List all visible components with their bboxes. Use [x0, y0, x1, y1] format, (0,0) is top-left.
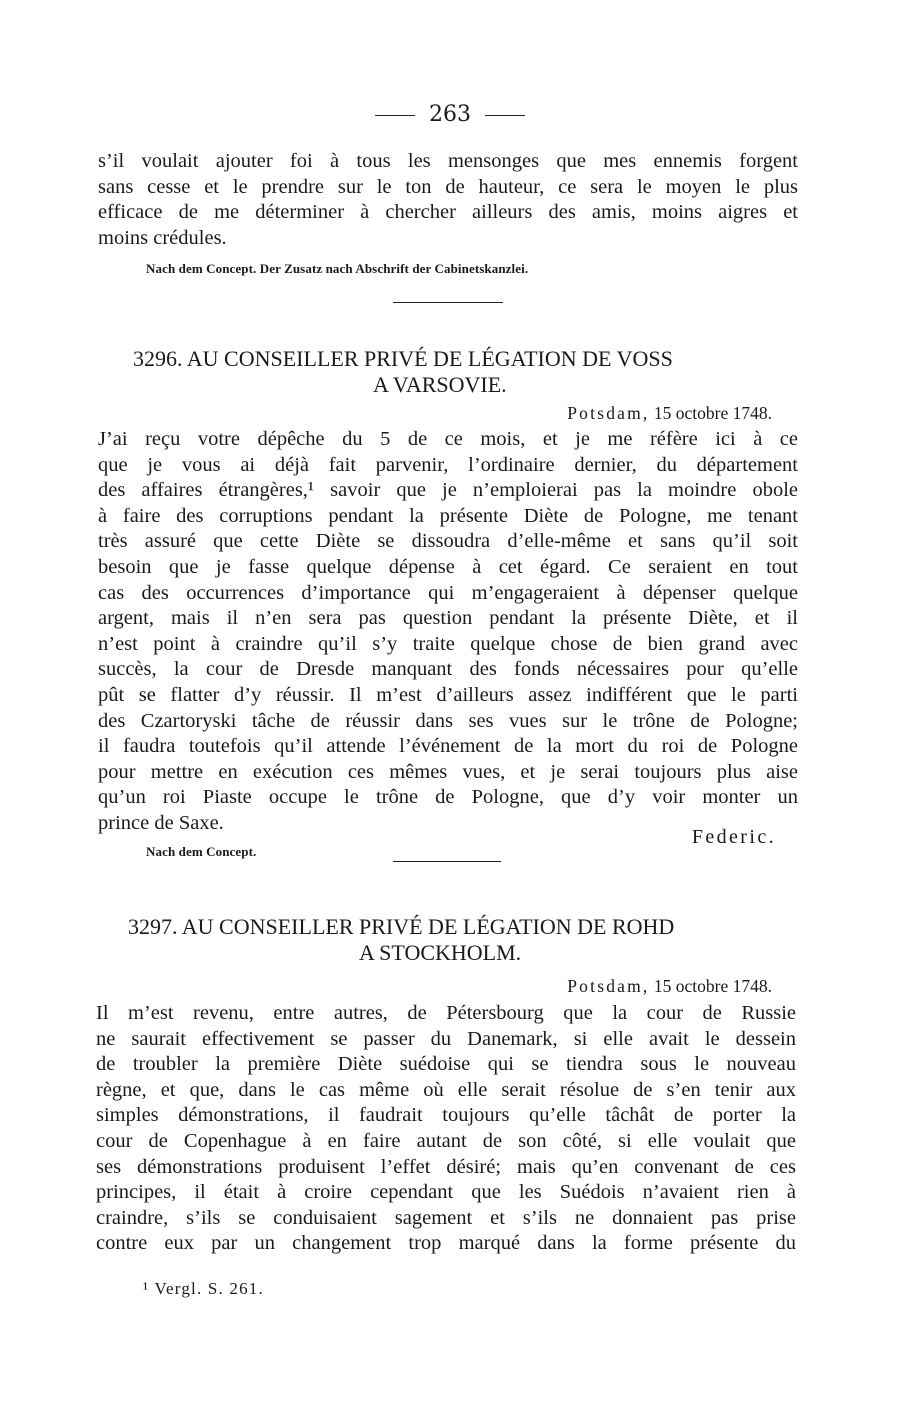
text-line: Il m’est revenu, entre autres, de Pétersbourg que la cour de Russie: [96, 1002, 796, 1024]
text-line: prince de Saxe.: [98, 811, 224, 834]
text-line: pour mettre en exécution ces mêmes vues, et je serai toujours plus aise: [98, 760, 798, 783]
page-number-dash-right: [485, 115, 525, 116]
letter-3296-source-note: Nach dem Concept.: [146, 844, 257, 859]
text-line: ses démonstrations produisent l’effet désiré; mais qu’en convenant de ces: [96, 1155, 796, 1178]
text-line: des Czartoryski tâche de réussir dans ses vues sur le trône de Pologne;: [98, 709, 798, 732]
letter-3297-dateline: [567, 976, 772, 997]
letter-3297-heading-destination: A STOCKHOLM.: [359, 940, 522, 965]
text-line: succès, la cour de Dresde manquant des fonds nécessaires pour qu’elle: [98, 658, 798, 681]
section-divider: [393, 302, 503, 303]
text-line: principes, il était à croire cependant que les Suédois n’avaient rien à: [96, 1181, 796, 1204]
text-line: règne, et que, dans le cas même où elle serait résolue de s’en tenir aux: [96, 1078, 796, 1101]
text-line: craindre, s’ils se conduisaient sagement et s’ils ne donnaient pas prise: [96, 1206, 796, 1229]
letter-3296-dateline: [567, 403, 772, 424]
text-line: de troubler la première Diète suédoise qui se tiendra sous le nouveau: [96, 1053, 796, 1076]
text-line: J’ai reçu votre dépêche du 5 de ce mois, et je me réfère ici à ce: [98, 428, 798, 450]
text-line: cas des occurrences d’importance qui m’engageraient à dépenser quelque: [98, 581, 798, 604]
prev-letter-body: [98, 149, 798, 251]
letter-3296-body: [98, 427, 798, 837]
text-line: simples démonstrations, il faudrait toujours qu’elle tâchât de porter la: [96, 1104, 796, 1127]
text-line: sans cesse et le prendre sur le ton de hauteur, ce sera le moyen le plus: [98, 175, 798, 198]
text-line: argent, mais il n’en sera pas question pendant la présente Diète, et il: [98, 607, 798, 630]
letter-3296-heading: 3296. AU CONSEILLER PRIVÉ DE LÉGATION DE VOSS: [133, 346, 673, 371]
letter-3296-signature: Federic.: [691, 826, 776, 848]
letter-3297-place: Potsdam,: [567, 976, 650, 996]
text-line: ne saurait effectivement se passer du Danemark, si elle avait le dessein: [96, 1027, 796, 1050]
letter-3297-date: 15 octobre 1748.: [653, 976, 772, 996]
footnote: ¹ Vergl. S. 261.: [143, 1279, 264, 1298]
letter-3296-date: 15 octobre 1748.: [653, 403, 772, 423]
text-line: moins crédules.: [98, 226, 227, 249]
text-line: que je vous ai déjà fait parvenir, l’ordinaire dernier, du département: [98, 453, 798, 476]
page-number-dash-left: [375, 115, 415, 116]
text-line: contre eux par un changement trop marqué dans la forme présente du: [96, 1232, 796, 1255]
text-line: efficace de me déterminer à chercher ailleurs des amis, moins aigres et: [98, 201, 798, 224]
text-line: des affaires étrangères,¹ savoir que je n’emploierai pas la moindre obole: [98, 479, 798, 502]
section-divider: [393, 861, 501, 862]
text-line: pût se flatter d’y réussir. Il m’est d’ailleurs assez indifférent que le parti: [98, 683, 798, 706]
text-line: cour de Copenhague à en faire autant de son côté, si elle voulait que: [96, 1129, 796, 1152]
text-line: il faudra toutefois qu’il attende l’événement de la mort du roi de Pologne: [98, 735, 798, 758]
text-line: besoin que je fasse quelque dépense à cet égard. Ce seraient en tout: [98, 555, 798, 578]
letter-3296-place: Potsdam,: [567, 403, 650, 423]
prev-letter-source-note: Nach dem Concept. Der Zusatz nach Abschrift der Cabinetskanzlei.: [146, 261, 529, 276]
text-line: qu’un roi Piaste occupe le trône de Pologne, que d’y voir monter un: [98, 786, 798, 809]
letter-3297-body: [96, 1001, 796, 1257]
page-number: [0, 102, 900, 127]
letter-3297-heading: 3297. AU CONSEILLER PRIVÉ DE LÉGATION DE ROHD: [128, 914, 675, 939]
page-number-text: 263: [429, 102, 471, 127]
text-line: s’il voulait ajouter foi à tous les mensonges que mes ennemis forgent: [98, 150, 798, 172]
text-line: très assuré que cette Diète se dissoudra d’elle-même et sans qu’il soit: [98, 530, 798, 553]
text-line: à faire des corruptions pendant la présente Diète de Pologne, me tenant: [98, 504, 798, 527]
letter-3296-heading-destination: A VARSOVIE.: [373, 372, 507, 397]
text-line: n’est point à craindre qu’il s’y traite quelque chose de bien grand avec: [98, 632, 798, 655]
